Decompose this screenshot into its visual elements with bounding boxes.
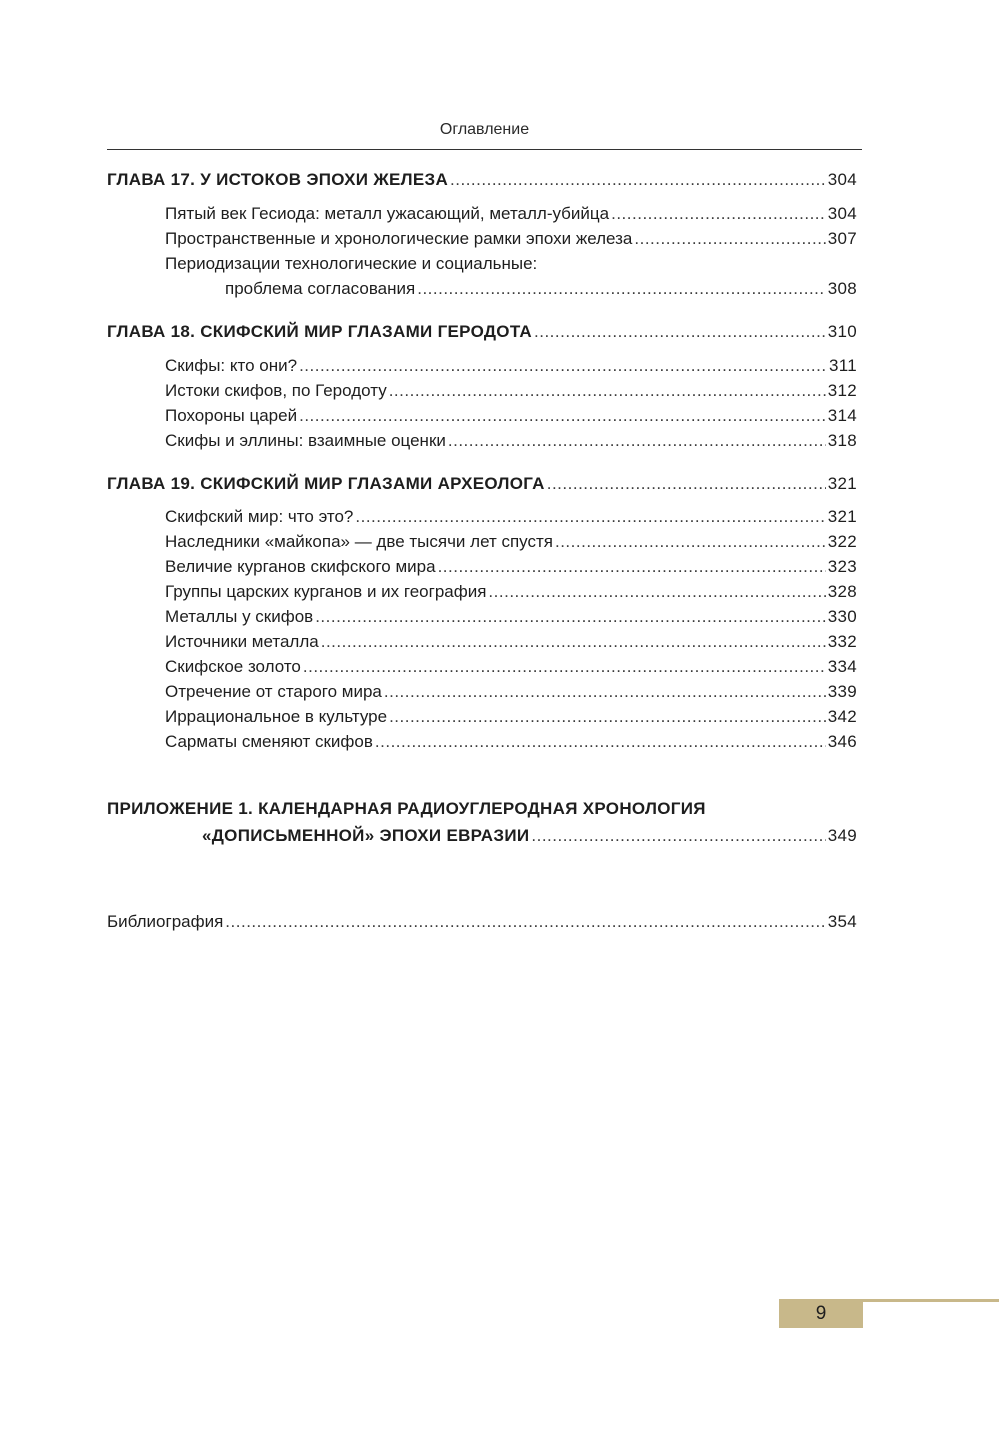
dot-leader — [355, 506, 825, 528]
toc-entry[interactable] — [165, 706, 857, 728]
page-number: 322 — [827, 532, 857, 551]
entry-title: Скифский мир: что это? — [165, 507, 354, 526]
toc-entry[interactable] — [165, 380, 857, 402]
entry-title: Источники металла — [165, 632, 319, 651]
dot-leader — [384, 681, 826, 703]
dot-leader — [488, 581, 825, 603]
entry-title-line2: проблема согласования — [225, 279, 416, 298]
page-number: 346 — [827, 732, 857, 751]
page-number: 330 — [827, 607, 857, 626]
entry-title: Скифы: кто они? — [165, 356, 298, 375]
toc-entry[interactable] — [165, 405, 857, 427]
toc-bibliography[interactable] — [107, 911, 857, 933]
page-number: 304 — [827, 170, 857, 189]
page-number: 321 — [827, 474, 857, 493]
entry-title: Наследники «майкопа» — две тысячи лет спустя — [165, 532, 553, 551]
dot-leader — [555, 531, 826, 553]
dot-leader — [375, 731, 826, 753]
entry-title: Похороны царей — [165, 406, 298, 425]
page-number: 342 — [827, 707, 857, 726]
page-number: 323 — [827, 557, 857, 576]
dot-leader — [417, 278, 826, 300]
dot-leader — [315, 606, 826, 628]
entry-title: Иррациональное в культуре — [165, 707, 388, 726]
dot-leader — [303, 656, 826, 678]
toc-entry[interactable] — [165, 203, 857, 225]
toc-entry[interactable] — [165, 606, 857, 628]
toc-entry[interactable] — [165, 556, 857, 578]
page-number: 314 — [827, 406, 857, 425]
page-number: 304 — [827, 204, 857, 223]
dot-leader — [534, 321, 826, 343]
page-number: 332 — [827, 632, 857, 651]
toc-entry[interactable] — [165, 581, 857, 603]
toc-chapter-18[interactable] — [107, 321, 857, 343]
dot-leader — [299, 355, 827, 377]
chapter-title: ГЛАВА 17. У ИСТОКОВ ЭПОХИ ЖЕЛЕЗА — [107, 170, 449, 189]
entry-title: Библиография — [107, 912, 224, 931]
dot-leader — [225, 911, 825, 933]
toc-entry[interactable] — [165, 656, 857, 678]
dot-leader — [531, 825, 825, 847]
page-number: 334 — [827, 657, 857, 676]
toc-entry[interactable] — [165, 430, 857, 452]
entry-title: Группы царских курганов и их география — [165, 582, 487, 601]
page-number: 310 — [827, 322, 857, 341]
page-number: 318 — [827, 431, 857, 450]
entry-title: Сарматы сменяют скифов — [165, 732, 373, 751]
toc-entry[interactable] — [165, 681, 857, 703]
dot-leader — [611, 203, 826, 225]
page-number: 308 — [827, 279, 857, 298]
appendix-title-line2: «ДОПИСЬМЕННОЙ» ЭПОХИ ЕВРАЗИИ — [202, 826, 530, 845]
page-number: 328 — [827, 582, 857, 601]
chapter-title: ГЛАВА 19. СКИФСКИЙ МИР ГЛАЗАМИ АРХЕОЛОГА — [107, 474, 545, 493]
entry-title-line1[interactable]: Периодизации технологические и социальные: — [165, 254, 538, 273]
entry-title: Скифское золото — [165, 657, 301, 676]
toc-entry[interactable] — [165, 631, 857, 653]
dot-leader — [438, 556, 826, 578]
toc-chapter-19[interactable] — [107, 473, 857, 495]
dot-leader — [389, 380, 826, 402]
entry-title: Пятый век Гесиода: металл ужасающий, металл-убийца — [165, 204, 610, 223]
toc-entry[interactable] — [165, 731, 857, 753]
footer-page-number: 9 — [779, 1299, 863, 1328]
page-number: 321 — [827, 507, 857, 526]
toc-chapter-17[interactable] — [107, 169, 857, 191]
entry-title: Металлы у скифов — [165, 607, 314, 626]
page-number: 354 — [827, 912, 857, 931]
page-number: 349 — [827, 826, 857, 845]
dot-leader — [448, 430, 826, 452]
dot-leader — [389, 706, 826, 728]
toc-entry[interactable] — [165, 531, 857, 553]
page-number: 311 — [828, 356, 857, 375]
toc-entry[interactable] — [165, 355, 857, 377]
page-number: 307 — [827, 229, 857, 248]
entry-title: Истоки скифов, по Геродоту — [165, 381, 387, 400]
toc-entry[interactable] — [165, 228, 857, 250]
dot-leader — [547, 473, 826, 495]
toc-appendix[interactable] — [202, 825, 857, 847]
toc-appendix-line1[interactable]: ПРИЛОЖЕНИЕ 1. КАЛЕНДАРНАЯ РАДИОУГЛЕРОДНАЯ ХРОНОЛОГИЯ — [107, 799, 706, 818]
dot-leader — [634, 228, 825, 250]
entry-title: Величие курганов скифского мира — [165, 557, 436, 576]
page-number: 312 — [827, 381, 857, 400]
toc-entry[interactable] — [225, 278, 857, 300]
footer-accent-line — [862, 1299, 999, 1302]
entry-title: Пространственные и хронологические рамки эпохи железа — [165, 229, 633, 248]
entry-title: Отречение от старого мира — [165, 682, 382, 701]
dot-leader — [450, 169, 826, 191]
dot-leader — [299, 405, 826, 427]
dot-leader — [321, 631, 826, 653]
page-header-title: Оглавление — [439, 121, 530, 138]
entry-title: Скифы и эллины: взаимные оценки — [165, 431, 446, 450]
chapter-title: ГЛАВА 18. СКИФСКИЙ МИР ГЛАЗАМИ ГЕРОДОТА — [107, 322, 533, 341]
toc-entry[interactable] — [165, 506, 857, 528]
page-number: 339 — [827, 682, 857, 701]
